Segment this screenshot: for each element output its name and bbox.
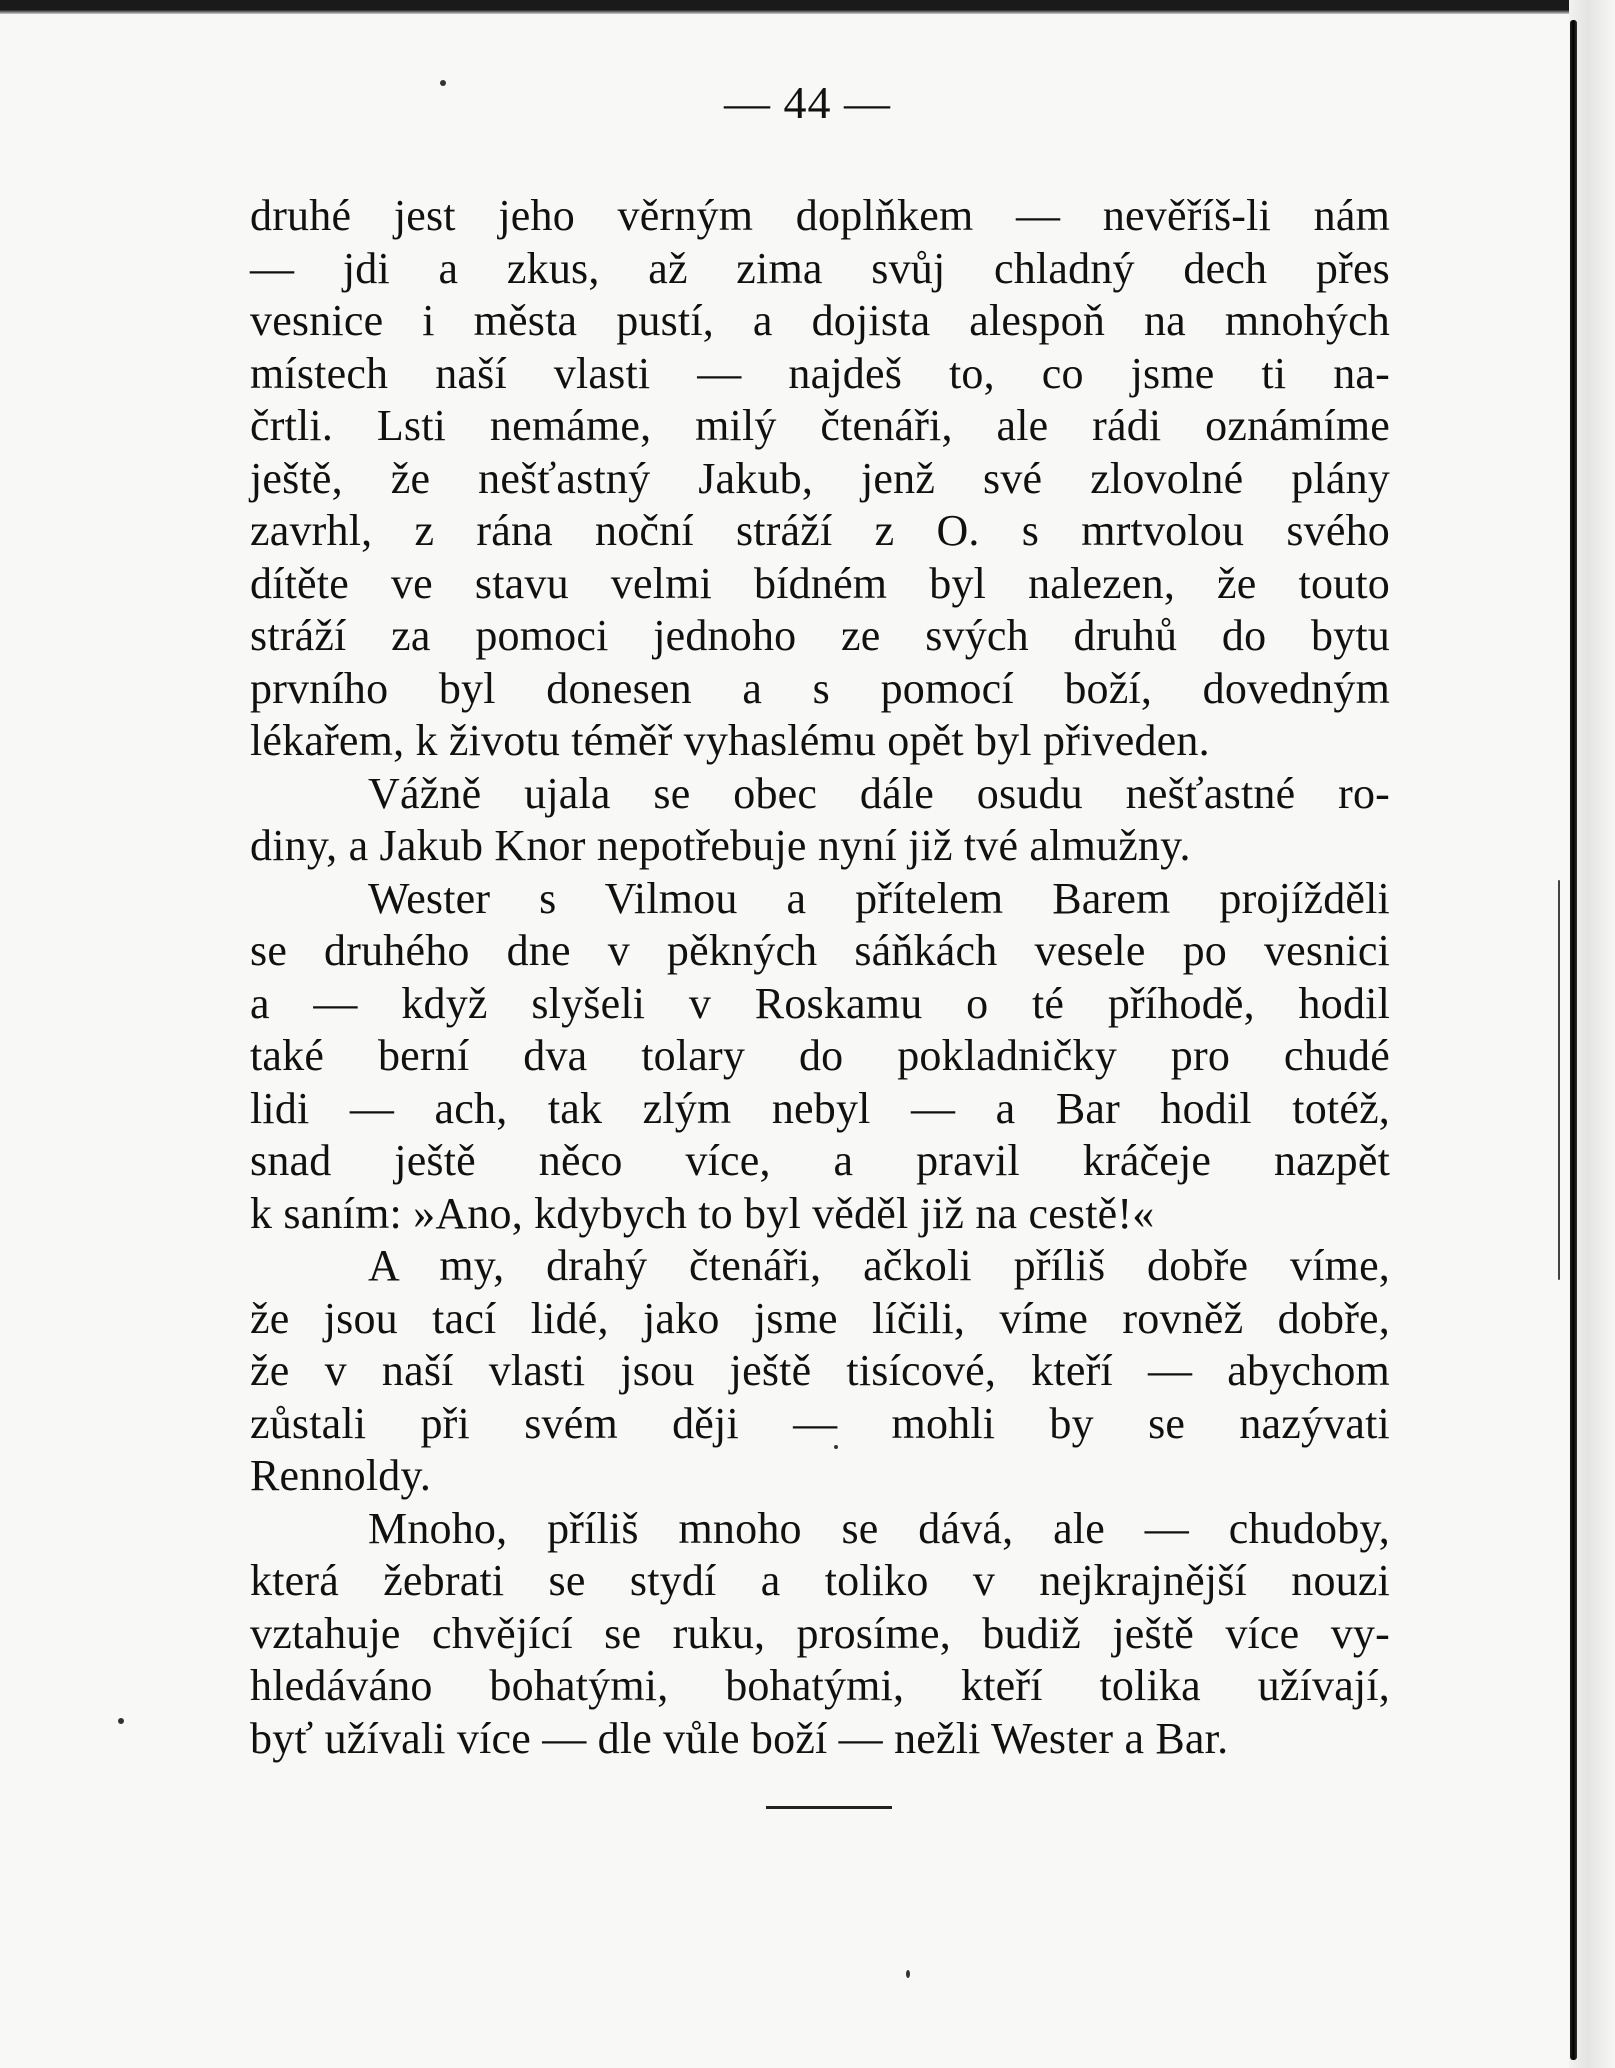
text-line: črtli. Lsti nemáme, milý čtenáři, ale rádi oznámíme [250, 401, 1390, 450]
text-line: Rennoldy. [250, 1451, 432, 1500]
text-line: také berní dva tolary do pokladničky pro chudé [250, 1031, 1390, 1080]
text-line: zavrhl, z rána noční stráží z O. s mrtvolou svého [250, 506, 1390, 555]
scan-speck [118, 1718, 124, 1724]
section-separator-rule [766, 1806, 892, 1809]
text-line: snad ještě něco více, a pravil kráčeje nazpět [250, 1136, 1390, 1185]
text-line: Vážně ujala se obec dále osudu nešťastné ro- [368, 768, 1390, 818]
text-line: prvního byl donesen a s pomocí boží, dovedným [250, 663, 1390, 713]
text-line: stráží za pomoci jednoho ze svých druhů do bytu [250, 611, 1390, 660]
text-line: hledáváno bohatými, bohatými, kteří tolika užívají, [250, 1661, 1390, 1710]
text-line: vesnice i města pustí, a dojista alespoň na mnohých [250, 296, 1390, 345]
text-line: Mnoho, příliš mnoho se dává, ale — chudoby, [368, 1503, 1390, 1553]
text-line: Wester s Vilmou a přítelem Barem projížděli [368, 873, 1390, 923]
text-line: vztahuje chvějící se ruku, prosíme, budiž ještě více vy- [250, 1608, 1390, 1658]
text-line: že v naší vlasti jsou ještě tisícové, kteří — abychom [250, 1346, 1390, 1395]
text-line: A my, drahý čtenáři, ačkoli příliš dobře víme, [368, 1241, 1390, 1290]
page-binding-edge [1570, 20, 1577, 2060]
text-line: druhé jest jeho věrným doplňkem — nevěříš-li nám [250, 191, 1390, 240]
scan-top-edge [0, 0, 1615, 14]
text-line: ještě, že nešťastný Jakub, jenž své zlovolné plány [250, 453, 1390, 503]
text-line: a — když slyšeli v Roskamu o té příhodě, hodil [250, 978, 1390, 1028]
text-line: dítěte ve stavu velmi bídném byl nalezen, že touto [250, 558, 1390, 608]
page-number: — 44 — [724, 77, 891, 128]
text-line: se druhého dne v pěkných sáňkách vesele po vesnici [250, 926, 1390, 975]
text-line: která žebrati se stydí a toliko v nejkrajnější nouzi [250, 1556, 1390, 1605]
text-line: že jsou tací lidé, jako jsme líčili, víme rovněž dobře, [250, 1293, 1390, 1343]
page-binding-shadow [1558, 880, 1560, 1280]
text-line: místech naší vlasti — najdeš to, co jsme ti na- [250, 348, 1390, 398]
text-line: zůstali při svém ději — mohli by se nazývati [250, 1398, 1390, 1448]
text-line: byť užívali více — dle vůle boží — nežli Wester a Bar. [250, 1713, 1229, 1763]
body-text [250, 190, 1390, 1765]
text-line: — jdi a zkus, až zima svůj chladný dech přes [250, 243, 1390, 293]
text-line: diny, a Jakub Knor nepotřebuje nyní již tvé almužny. [250, 821, 1191, 870]
text-line: k saním: »Ano, kdybych to byl věděl již na cestě!« [250, 1188, 1155, 1238]
text-line: lidi — ach, tak zlým nebyl — a Bar hodil totéž, [250, 1083, 1390, 1133]
text-line: lékařem, k životu téměř vyhaslému opět byl přiveden. [250, 716, 1210, 765]
scan-speck [906, 1970, 910, 1978]
